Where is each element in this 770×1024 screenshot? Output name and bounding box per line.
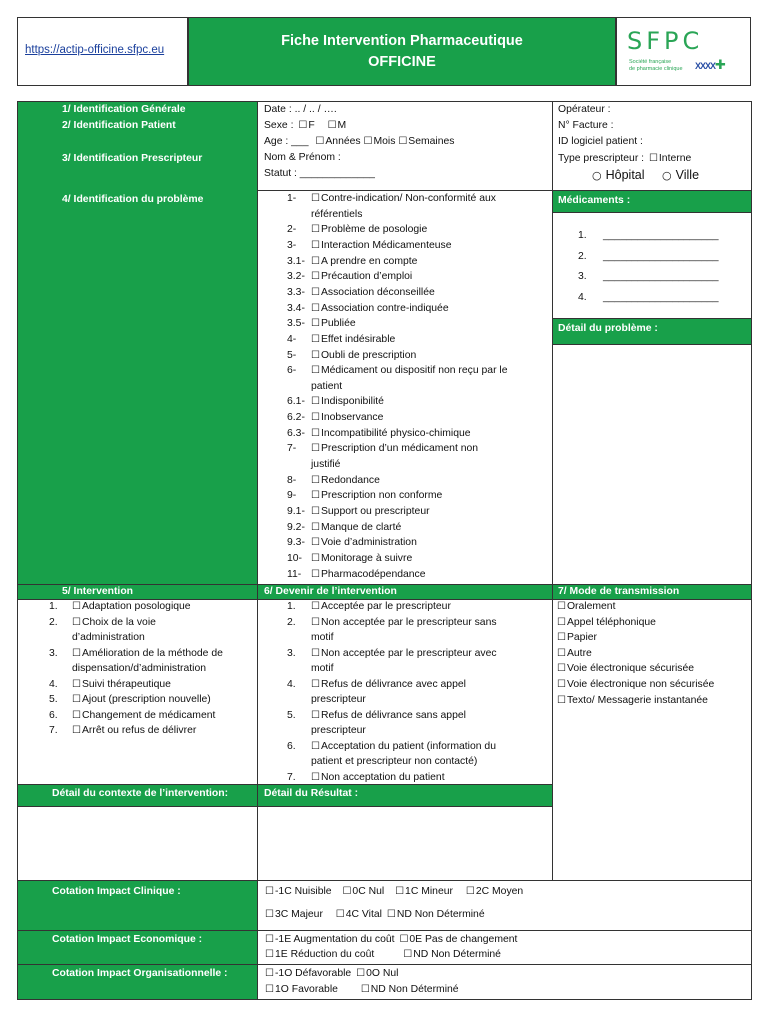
transmission-option[interactable] — [557, 693, 708, 709]
probleme-number: 1- — [287, 193, 297, 204]
devenir-item — [287, 692, 366, 708]
probleme-number: 3.3- — [287, 286, 305, 298]
clinique-option[interactable] — [336, 909, 382, 920]
sfpc-logo: SFPC — [627, 27, 704, 55]
detail-contexte-label: Détail du contexte de l’intervention: — [52, 788, 229, 799]
header-logo-cell — [616, 17, 751, 86]
facture-field[interactable]: N° Facture : — [558, 120, 614, 131]
option-label: 3C Majeur — [274, 909, 323, 920]
intervention-label: ☐ Suivi thérapeutique — [72, 679, 171, 690]
probleme-label: ☐ Redondance — [311, 475, 380, 486]
devenir-number: 2. — [287, 616, 296, 628]
probleme-label: ☐ Manque de clarté — [311, 522, 401, 533]
probleme-label: ☐ Effet indésirable — [311, 334, 395, 345]
header-title — [188, 17, 616, 86]
intervention-item — [49, 661, 206, 677]
sexe-label: Sexe : — [264, 120, 294, 131]
probleme-item[interactable] — [287, 473, 380, 489]
intervention-label: ☐ Changement de médicament — [72, 710, 215, 721]
devenir-item[interactable] — [287, 615, 497, 631]
probleme-label: ☐ Oubli de prescription — [311, 350, 416, 361]
transmission-option[interactable] — [557, 615, 656, 631]
probleme-label: ☐ Prescription d’un médicament non — [311, 443, 478, 454]
transmission-option[interactable] — [557, 630, 597, 646]
probleme-label: référentiels — [311, 208, 363, 220]
age-annees-label: Années — [325, 136, 361, 147]
probleme-label: ☐ Problème de posologie — [311, 224, 427, 235]
probleme-number: 6- — [287, 365, 297, 377]
medicament-number: 2. — [578, 250, 587, 262]
probleme-label: ☐ Association déconseillée — [311, 287, 435, 298]
clinique-option[interactable] — [387, 909, 485, 920]
option-label: ND Non Déterminé — [370, 984, 459, 995]
economique-option[interactable] — [265, 949, 374, 960]
probleme-label: ☐ Association contre-indiquée — [311, 303, 449, 314]
transmission-option-label: Texto/ Messagerie instantanée — [566, 694, 708, 706]
devenir-number: 5. — [287, 709, 296, 721]
devenir-label: ☐ Refus de délivrance avec appel — [311, 679, 466, 690]
medicament-number: 1. — [578, 230, 587, 241]
probleme-label: ☐ Prescription non conforme — [311, 490, 442, 501]
devenir-number: 3. — [287, 647, 296, 659]
clinique-row-2 — [265, 907, 485, 923]
devenir-item — [287, 723, 366, 739]
intervention-item[interactable] — [49, 723, 196, 739]
section-3-label: 3/ Identification Prescripteur — [62, 153, 203, 164]
section-6-label: 6/ Devenir de l’intervention — [264, 586, 397, 597]
grid-line — [751, 101, 752, 1000]
option-label: -1C Nuisible — [274, 886, 332, 897]
probleme-item — [287, 457, 340, 473]
detail-probleme-label: Détail du problème : — [558, 323, 658, 334]
probleme-number: 6.1- — [287, 396, 305, 408]
cotation-organisation-label: Cotation Impact Organisationnelle : — [52, 968, 228, 979]
age-field — [264, 134, 455, 150]
probleme-label: ☐ Publiée — [311, 318, 356, 329]
medicament-blank: ____________________ — [603, 271, 719, 282]
devenir-item[interactable] — [287, 646, 497, 662]
devenir-label: ☐ Non acceptation du patient — [311, 772, 445, 783]
grid-line — [17, 930, 752, 931]
probleme-item[interactable] — [287, 488, 442, 504]
grid-line — [17, 880, 752, 881]
logo-cross-icon: ✚ — [715, 57, 725, 72]
medicament-number: 4. — [578, 291, 587, 303]
probleme-number: 9.2- — [287, 521, 305, 533]
grid-line — [17, 784, 552, 785]
organisation-option[interactable] — [265, 968, 351, 979]
probleme-label: ☐ Indisponibilité — [311, 396, 384, 407]
cotation-clinique-label: Cotation Impact Clinique : — [52, 886, 181, 897]
title-line-1: Fiche Intervention Pharmaceutique — [281, 33, 523, 49]
prescripteur-lieu — [592, 168, 699, 184]
operateur-field[interactable]: Opérateur : — [558, 104, 611, 115]
intervention-label: ☐ Adaptation posologique — [72, 601, 191, 612]
transmission-option[interactable] — [557, 661, 694, 677]
probleme-number: 9.1- — [287, 506, 305, 517]
hopital-radio[interactable] — [592, 168, 645, 182]
organisation-row-1 — [265, 966, 398, 982]
age-semaines-checkbox[interactable] — [398, 136, 454, 147]
devenir-number: 4. — [287, 678, 296, 690]
transmission-option-label: Voie électronique sécurisée — [566, 663, 695, 675]
probleme-number: 3- — [287, 239, 297, 251]
ville-label: Ville — [675, 168, 700, 182]
intervention-label: ☐ Arrêt ou refus de délivrer — [72, 725, 196, 736]
hopital-label: Hôpital — [605, 168, 645, 182]
sexe-f-label: F — [308, 120, 315, 131]
probleme-number: 3.5- — [287, 318, 305, 330]
option-label: 1E Réduction du coût — [274, 949, 375, 960]
devenir-label: patient et prescripteur non contacté) — [311, 756, 478, 767]
transmission-option[interactable] — [557, 677, 714, 693]
interne-label: Interne — [658, 153, 692, 164]
probleme-item[interactable] — [287, 222, 427, 238]
devenir-item — [287, 661, 334, 677]
devenir-item[interactable] — [287, 708, 466, 724]
probleme-item[interactable] — [287, 504, 430, 520]
probleme-item[interactable] — [287, 269, 412, 285]
probleme-number: 7- — [287, 443, 297, 455]
devenir-label: ☐ Non acceptée par le prescripteur avec — [311, 648, 497, 659]
devenir-item[interactable] — [287, 677, 466, 693]
logo-mark-text: XXXX — [695, 61, 716, 71]
option-label: ND Non Déterminé — [413, 949, 501, 960]
probleme-label: ☐ Interaction Médicamenteuse — [311, 240, 452, 251]
probleme-item[interactable] — [287, 394, 384, 410]
intervention-item[interactable] — [49, 646, 223, 662]
option-label: 0C Nul — [352, 886, 385, 897]
id-logiciel-field[interactable]: ID logiciel patient : — [558, 136, 643, 147]
probleme-item[interactable] — [287, 332, 395, 348]
option-label: 0O Nul — [366, 968, 399, 979]
detail-contexte-area[interactable] — [18, 807, 257, 880]
title-line-2: OFFICINE — [368, 54, 436, 70]
devenir-number: 1. — [287, 601, 296, 612]
medicament-blank: ____________________ — [603, 250, 719, 262]
grid-line — [17, 999, 752, 1000]
website-link[interactable]: https://actip-officine.sfpc.eu — [25, 44, 165, 56]
transmission-option[interactable] — [557, 599, 615, 615]
probleme-item[interactable] — [287, 426, 471, 442]
clinique-option[interactable] — [265, 909, 323, 920]
grid-line — [552, 212, 752, 213]
devenir-label: prescripteur — [311, 694, 366, 705]
devenir-label: ☐ Refus de délivrance sans appel — [311, 710, 466, 721]
intervention-number: 5. — [49, 694, 58, 705]
devenir-label: ☐ Acceptation du patient (information du — [311, 741, 496, 752]
transmission-option-label: Voie électronique non sécurisée — [566, 679, 715, 690]
probleme-number: 11- — [287, 568, 302, 580]
section-4-label: 4/ Identification du problème — [62, 194, 204, 205]
intervention-label: ☐ Ajout (prescription nouvelle) — [72, 694, 211, 705]
probleme-item[interactable] — [287, 410, 383, 426]
nom-prenom-field[interactable]: Nom & Prénom : — [264, 152, 341, 163]
age-mois-checkbox[interactable] — [364, 136, 396, 147]
age-label[interactable]: Age : ___ — [264, 136, 309, 147]
medicament-blank: ____________________ — [603, 291, 719, 303]
devenir-label: motif — [311, 663, 334, 674]
age-annees-checkbox[interactable] — [315, 136, 360, 147]
section-7-label: 7/ Mode de transmission — [558, 586, 680, 597]
economique-option[interactable] — [403, 949, 501, 960]
probleme-number: 3.2- — [287, 271, 305, 283]
sexe-field — [264, 118, 346, 134]
medicament-line[interactable] — [578, 269, 719, 285]
intervention-label: dispensation/d’administration — [72, 663, 207, 674]
devenir-label: prescripteur — [311, 725, 366, 736]
economique-row-1 — [265, 932, 517, 948]
probleme-item[interactable] — [287, 316, 356, 332]
sexe-m-checkbox[interactable] — [328, 120, 347, 131]
section-1-label: 1/ Identification Générale — [62, 104, 186, 115]
devenir-item — [287, 630, 334, 646]
logo-subtitle-2: de pharmacie clinique — [629, 66, 683, 72]
medicament-number: 3. — [578, 271, 587, 282]
option-label: -1E Augmentation du coût — [274, 934, 395, 945]
organisation-option[interactable] — [265, 984, 338, 995]
clinique-option[interactable] — [265, 886, 332, 897]
detail-resultat-area[interactable] — [258, 807, 552, 880]
statut-field[interactable]: Statut : _____________ — [264, 168, 375, 179]
probleme-number: 9.3- — [287, 537, 305, 549]
probleme-label: ☐ Médicament ou dispositif non reçu par le — [311, 365, 508, 376]
section-5-label: 5/ Intervention — [62, 586, 134, 597]
probleme-item[interactable] — [287, 363, 508, 379]
logo-subtitle-1: Société française — [629, 59, 672, 65]
intervention-item[interactable] — [49, 692, 211, 708]
sexe-f-checkbox[interactable] — [298, 120, 314, 131]
probleme-number: 9- — [287, 490, 297, 502]
probleme-label: ☐ Inobservance — [311, 412, 383, 423]
organisation-option[interactable] — [356, 968, 398, 979]
intervention-item[interactable] — [49, 708, 215, 724]
ville-radio[interactable] — [662, 168, 699, 182]
probleme-label: ☐ Précaution d’emploi — [311, 271, 412, 282]
intervention-item[interactable] — [49, 599, 191, 615]
devenir-item[interactable] — [287, 599, 451, 615]
date-field[interactable]: Date : .. / .. / …. — [264, 104, 337, 115]
probleme-number: 8- — [287, 474, 297, 486]
clinique-row-1 — [265, 884, 523, 900]
probleme-item[interactable] — [287, 301, 449, 317]
transmission-option-label: Oralement — [566, 601, 616, 612]
intervention-label: ☐ Amélioration de la méthode de — [72, 648, 223, 659]
left-label-column — [17, 101, 257, 584]
probleme-number: 6.3- — [287, 427, 305, 439]
clinique-option[interactable] — [342, 886, 384, 897]
medicament-line[interactable] — [578, 228, 719, 244]
transmission-option-label: Appel téléphonique — [566, 616, 656, 628]
intervention-number: 1. — [49, 601, 58, 612]
cotation-economique-label: Cotation Impact Economique : — [52, 934, 203, 945]
organisation-option[interactable] — [361, 984, 459, 995]
probleme-item[interactable] — [287, 535, 417, 551]
intervention-label: ☐ Choix de la voie — [72, 617, 156, 628]
intervention-number: 4. — [49, 678, 58, 690]
intervention-number: 7. — [49, 725, 58, 736]
medicament-blank: ____________________ — [603, 230, 719, 241]
intervention-item[interactable] — [49, 677, 171, 693]
age-semaines-label: Semaines — [408, 136, 455, 147]
probleme-item[interactable] — [287, 254, 417, 270]
option-label: 4C Vital — [345, 909, 382, 920]
detail-probleme-area[interactable] — [553, 345, 751, 584]
devenir-label: ☐ Acceptée par le prescripteur — [311, 601, 451, 612]
type-prescripteur-label: Type prescripteur : — [558, 153, 645, 164]
probleme-label: ☐ Support ou prescripteur — [311, 506, 430, 517]
probleme-number: 10- — [287, 552, 303, 564]
type-prescripteur-field — [558, 151, 691, 167]
economique-option[interactable] — [399, 934, 517, 945]
devenir-label: ☐ Non acceptée par le prescripteur sans — [311, 617, 497, 628]
transmission-option-label: Papier — [566, 632, 598, 644]
intervention-item[interactable] — [49, 615, 156, 631]
option-label: 1C Mineur — [405, 886, 453, 897]
option-label: ND Non Déterminé — [396, 909, 485, 920]
probleme-label: ☐ Contre-indication/ Non-conformité aux — [311, 193, 496, 204]
probleme-number: 3.1- — [287, 255, 305, 267]
probleme-label: ☐ Incompatibilité physico-chimique — [311, 428, 471, 439]
probleme-item[interactable] — [287, 551, 412, 567]
intervention-label: d’administration — [72, 632, 145, 643]
probleme-number: 3.4- — [287, 302, 305, 314]
option-label: 2C Moyen — [475, 886, 524, 897]
clinique-option[interactable] — [466, 886, 523, 897]
grid-line — [17, 964, 752, 965]
devenir-label: motif — [311, 632, 334, 643]
probleme-item[interactable] — [287, 441, 478, 457]
probleme-item — [287, 379, 342, 395]
probleme-label: ☐ Monitorage à suivre — [311, 553, 412, 564]
probleme-item[interactable] — [287, 238, 452, 254]
medicaments-label: Médicaments : — [558, 195, 631, 206]
option-label: -1O Défavorable — [274, 968, 352, 979]
grid-line — [552, 318, 752, 319]
probleme-number: 4- — [287, 333, 297, 345]
probleme-number: 6.2- — [287, 412, 305, 424]
medicament-line[interactable] — [578, 249, 719, 265]
intervention-number: 6. — [49, 709, 58, 721]
probleme-label: ☐ A prendre en compte — [311, 256, 417, 267]
intervention-item — [49, 630, 145, 646]
detail-resultat-label: Détail du Résultat : — [264, 788, 359, 799]
economique-option[interactable] — [265, 934, 395, 945]
probleme-label: justifié — [311, 459, 341, 471]
probleme-label: ☐ Voie d’administration — [311, 537, 417, 548]
probleme-item[interactable] — [287, 567, 426, 583]
probleme-item[interactable] — [287, 520, 401, 536]
age-mois-label: Mois — [373, 136, 396, 147]
probleme-item[interactable] — [287, 191, 496, 207]
intervention-number: 3. — [49, 647, 58, 659]
devenir-number: 7. — [287, 771, 296, 783]
clinique-option[interactable] — [395, 886, 453, 897]
sexe-m-label: M — [337, 120, 347, 131]
devenir-number: 6. — [287, 740, 296, 752]
probleme-label: ☐ Pharmacodépendance — [311, 569, 426, 580]
transmission-option-label: Autre — [566, 647, 592, 659]
probleme-label: patient — [311, 380, 343, 392]
intervention-number: 2. — [49, 616, 58, 628]
section-2-label: 2/ Identification Patient — [62, 120, 176, 131]
option-label: 0E Pas de changement — [409, 934, 518, 945]
probleme-number: 5- — [287, 349, 297, 361]
devenir-item — [287, 754, 477, 770]
probleme-item — [287, 207, 362, 223]
organisation-row-2 — [265, 982, 459, 998]
logo-mark — [695, 57, 725, 73]
interne-checkbox[interactable] — [649, 153, 691, 164]
devenir-item[interactable] — [287, 739, 496, 755]
probleme-number: 2- — [287, 224, 297, 236]
transmission-option[interactable] — [557, 646, 592, 662]
medicament-line[interactable] — [578, 290, 719, 306]
probleme-item[interactable] — [287, 348, 416, 364]
probleme-item[interactable] — [287, 285, 435, 301]
economique-row-2 — [265, 947, 501, 963]
option-label: 1O Favorable — [274, 984, 338, 995]
devenir-item[interactable] — [287, 770, 445, 786]
